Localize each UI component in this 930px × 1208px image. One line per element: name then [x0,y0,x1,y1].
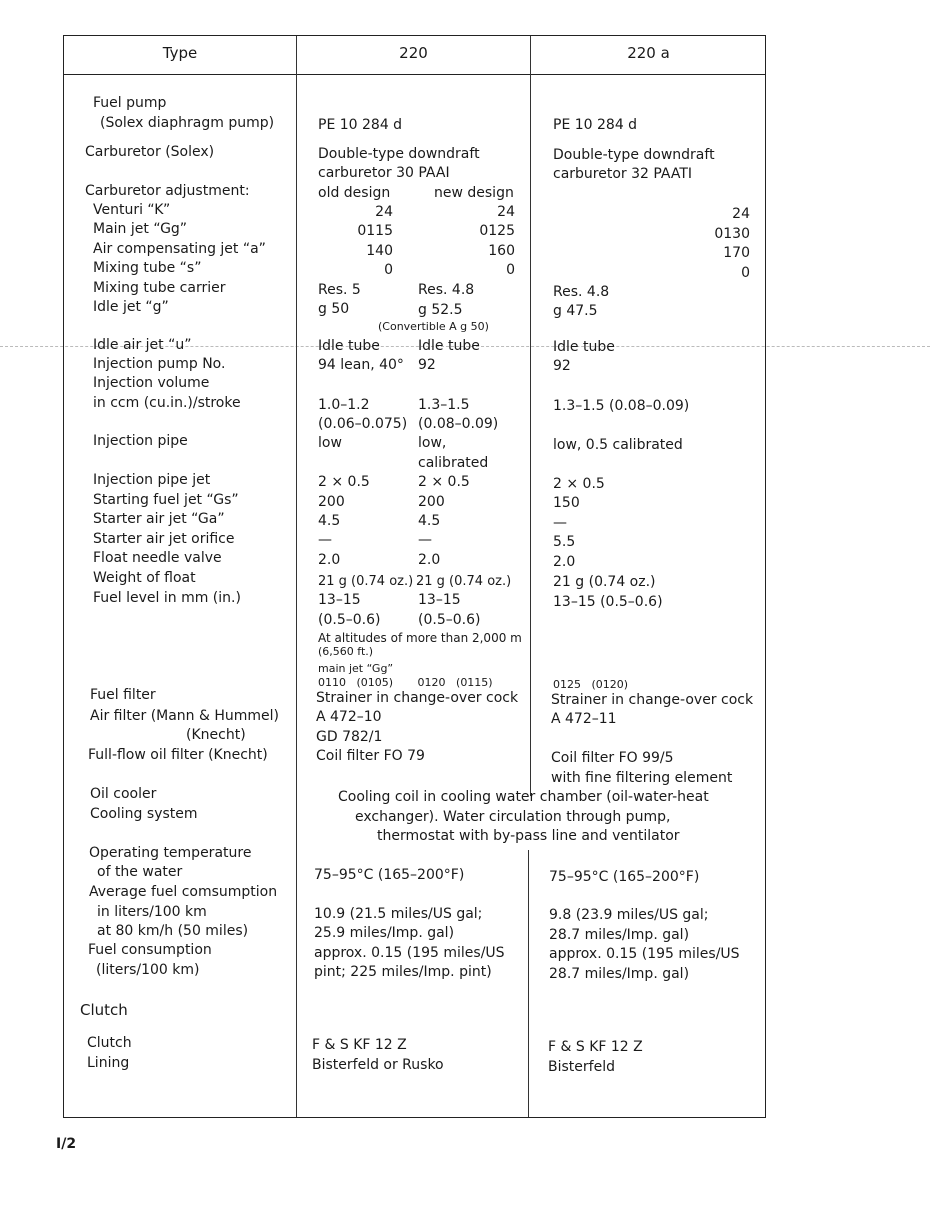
value-fuel-cons-220: approx. 0.15 (195 miles/US [314,945,505,961]
value-oil-filter-220: Coil filter FO 79 [316,748,425,764]
label-air-compensating-jet: Air compensating jet “a” [93,241,266,257]
label-float-needle-valve: Float needle valve [93,550,222,566]
value-main-jet-new: 0125 [479,223,515,239]
value-air-comp-old: 140 [366,243,393,259]
value-fuel-cons-220a: approx. 0.15 (195 miles/US [549,946,740,962]
value-avg-fuel-220: 10.9 (21.5 miles/US gal; [314,906,483,922]
value-float-weight-old: 21 g (0.74 oz.) [318,574,414,589]
value-fuel-pump-220: PE 10 284 d [318,117,403,133]
label-injection-volume-2: in ccm (cu.in.)/stroke [93,395,241,411]
note-convertible: (Convertible A g 50) [378,320,489,333]
value-carb-220a-2: carburetor 32 PAATI [553,166,693,182]
label-air-filter-knecht: (Knecht) [186,727,246,743]
label-main-jet: Main jet “Gg” [93,221,188,237]
value-clutch-220: F & S KF 12 Z [312,1037,407,1053]
value-idle-jet-new: g 52.5 [418,302,463,318]
label-injection-pipe-jet: Injection pipe jet [93,472,211,488]
label-weight-of-float: Weight of float [93,570,196,586]
section-heading-clutch: Clutch [80,1001,128,1019]
header-220: 220 [399,44,428,62]
column-divider-2-bottom [528,850,529,1117]
label-clutch: Clutch [87,1035,132,1051]
value-cooling-1: Cooling coil in cooling water chamber (oil-water-heat [338,789,709,805]
value-mixing-carrier-220a: Res. 4.8 [553,284,610,300]
value-main-jet-old: 0115 [357,223,393,239]
value-float-needle-new: 2.0 [418,552,441,568]
value-idle-air-old: Idle tube [318,338,380,354]
value-lining-220a: Bisterfeld [548,1059,615,1075]
value-inj-vol-old: 1.0–1.2 [318,397,370,413]
label-idle-air-jet: Idle air jet “u” [93,337,192,353]
value-venturi-new: 24 [497,204,515,220]
value-mixing-tube-new: 0 [506,262,515,278]
value-air-filter-220a: A 472–11 [551,711,617,727]
value-fuel-level-new-2: (0.5–0.6) [418,612,481,628]
label-lining: Lining [87,1055,130,1071]
value-op-temp-220: 75–95°C (165–200°F) [314,867,465,883]
value-air-filter-220: A 472–10 [316,709,382,725]
label-avg-fuel: Average fuel comsumption [89,884,278,900]
value-carb-220-2: carburetor 30 PAAI [318,165,450,181]
value-venturi-220a: 24 [732,206,750,222]
value-idle-air-220a: Idle tube [553,339,615,355]
value-fuel-pump-220a: PE 10 284 d [553,117,638,133]
value-op-temp-220a: 75–95°C (165–200°F) [549,869,700,885]
value-fuel-cons-220-2: pint; 225 miles/Imp. pint) [314,964,492,980]
value-start-fuel-220a: 150 [553,495,580,511]
value-starter-air-old: 4.5 [318,513,341,529]
header-220a: 220 a [627,44,670,62]
value-inj-vol-new-2: (0.08–0.09) [418,416,499,432]
value-fuel-filter-220a: Strainer in change-over cock [551,692,754,708]
value-inj-pipe-jet-220a: 2 × 0.5 [553,476,605,492]
note-altitude-2: (6,560 ft.) [318,645,374,658]
value-air-comp-220a: 170 [723,245,750,261]
label-carburetor: Carburetor (Solex) [85,144,215,160]
value-inj-pipe-220a: low, 0.5 calibrated [553,437,683,453]
label-fuel-level: Fuel level in mm (in.) [93,590,241,606]
value-main-jet-220a: 0130 [714,226,750,242]
value-fuel-level-old: 13–15 [318,592,361,608]
value-float-weight-new: 21 g (0.74 oz.) [416,574,512,589]
column-divider-1 [296,36,297,1117]
value-float-needle-220a: 2.0 [553,554,576,570]
value-carb-220-1: Double-type downdraft [318,146,480,162]
note-altitude-3: main jet “Gg” [318,662,394,675]
value-avg-fuel-220a: 9.8 (23.9 miles/US gal; [549,907,709,923]
value-starter-air-220a: — [553,515,567,531]
label-oil-cooler: Oil cooler [90,786,157,802]
page-number: I/2 [56,1136,77,1152]
value-oil-filter-220a-2: with fine filtering element [551,770,733,786]
value-inj-pump-new: 92 [418,357,436,373]
note-altitude-4: 0110 (0105) 0120 (0115) [318,676,493,689]
value-starter-orifice-220a: 5.5 [553,534,576,550]
value-float-weight-220a: 21 g (0.74 oz.) [553,574,656,590]
label-avg-fuel-3: at 80 km/h (50 miles) [97,923,249,939]
value-inj-pipe-new-2: calibrated [418,455,489,471]
value-cooling-3: thermostat with by-pass line and ventilator [377,828,680,844]
label-air-filter: Air filter (Mann & Hummel) [90,708,280,724]
label-venturi: Venturi “K” [93,202,171,218]
header-divider [63,74,766,75]
label-starter-air-orifice: Starter air jet orifice [93,531,235,547]
label-mixing-tube: Mixing tube “s” [93,260,202,276]
value-starter-orifice-new: — [418,532,432,548]
value-avg-fuel-220-2: 25.9 miles/Imp. gal) [314,925,455,941]
value-idle-air-new: Idle tube [418,338,480,354]
value-inj-pump-old: 94 lean, 40° [318,357,404,373]
value-inj-pipe-jet-old: 2 × 0.5 [318,474,370,490]
note-altitude-220a: 0125 (0120) [553,678,629,691]
value-fuel-level-new: 13–15 [418,592,461,608]
value-avg-fuel-220a-2: 28.7 miles/Imp. gal) [549,927,690,943]
label-fuel-pump-sub: (Solex diaphragm pump) [100,115,275,131]
value-inj-pipe-new: low, [418,435,447,451]
value-clutch-220a: F & S KF 12 Z [548,1039,643,1055]
label-operating-temp: Operating temperature [89,845,252,861]
label-injection-volume: Injection volume [93,375,210,391]
label-injection-pipe: Injection pipe [93,433,188,449]
label-idle-jet: Idle jet “g” [93,299,169,315]
value-fuel-level-old-2: (0.5–0.6) [318,612,381,628]
label-injection-pump: Injection pump No. [93,356,226,372]
label-starting-fuel-jet: Starting fuel jet “Gs” [93,492,239,508]
value-fuel-level-220a: 13–15 (0.5–0.6) [553,594,663,610]
value-lining-220: Bisterfeld or Rusko [312,1057,444,1073]
value-mixing-tube-old: 0 [384,262,393,278]
label-fuel-pump: Fuel pump [93,95,167,111]
subheader-new-design: new design [434,185,514,201]
value-venturi-old: 24 [375,204,393,220]
label-cooling-system: Cooling system [90,806,198,822]
value-start-fuel-old: 200 [318,494,345,510]
value-fuel-cons-220a-2: 28.7 miles/Imp. gal) [549,966,690,982]
value-inj-vol-new: 1.3–1.5 [418,397,470,413]
value-mixing-carrier-old: Res. 5 [318,282,361,298]
value-air-filter-220-2: GD 782/1 [316,729,383,745]
value-float-needle-old: 2.0 [318,552,341,568]
value-carb-220a-1: Double-type downdraft [553,147,715,163]
value-oil-filter-220a: Coil filter FO 99/5 [551,750,674,766]
label-mixing-tube-carrier: Mixing tube carrier [93,280,226,296]
subheader-old-design: old design [318,185,391,201]
value-fuel-filter-220: Strainer in change-over cock [316,690,519,706]
value-idle-jet-old: g 50 [318,301,350,317]
label-avg-fuel-2: in liters/100 km [97,904,207,920]
value-idle-jet-220a: g 47.5 [553,303,598,319]
value-inj-vol-old-2: (0.06–0.075) [318,416,408,432]
label-carb-adjustment: Carburetor adjustment: [85,183,250,199]
value-mixing-tube-220a: 0 [741,265,750,281]
label-fuel-consumption: Fuel consumption [88,942,212,958]
value-inj-pump-220a: 92 [553,358,571,374]
label-oil-filter: Full-flow oil filter (Knecht) [88,747,268,763]
value-inj-pipe-jet-new: 2 × 0.5 [418,474,470,490]
value-cooling-2: exchanger). Water circulation through pump, [355,809,671,825]
value-mixing-carrier-new: Res. 4.8 [418,282,475,298]
value-inj-vol-220a: 1.3–1.5 (0.08–0.09) [553,398,690,414]
note-altitude-1: At altitudes of more than 2,000 m [318,631,522,645]
column-divider-2-top [530,36,531,796]
value-air-comp-new: 160 [488,243,515,259]
label-fuel-filter: Fuel filter [90,687,156,703]
label-starter-air-jet: Starter air jet “Ga” [93,511,225,527]
value-inj-pipe-old: low [318,435,342,451]
label-operating-temp-2: of the water [97,864,183,880]
label-fuel-consumption-2: (liters/100 km) [96,962,200,978]
header-type: Type [162,44,198,62]
value-start-fuel-new: 200 [418,494,445,510]
value-starter-air-new: 4.5 [418,513,441,529]
value-starter-orifice-old: — [318,532,332,548]
